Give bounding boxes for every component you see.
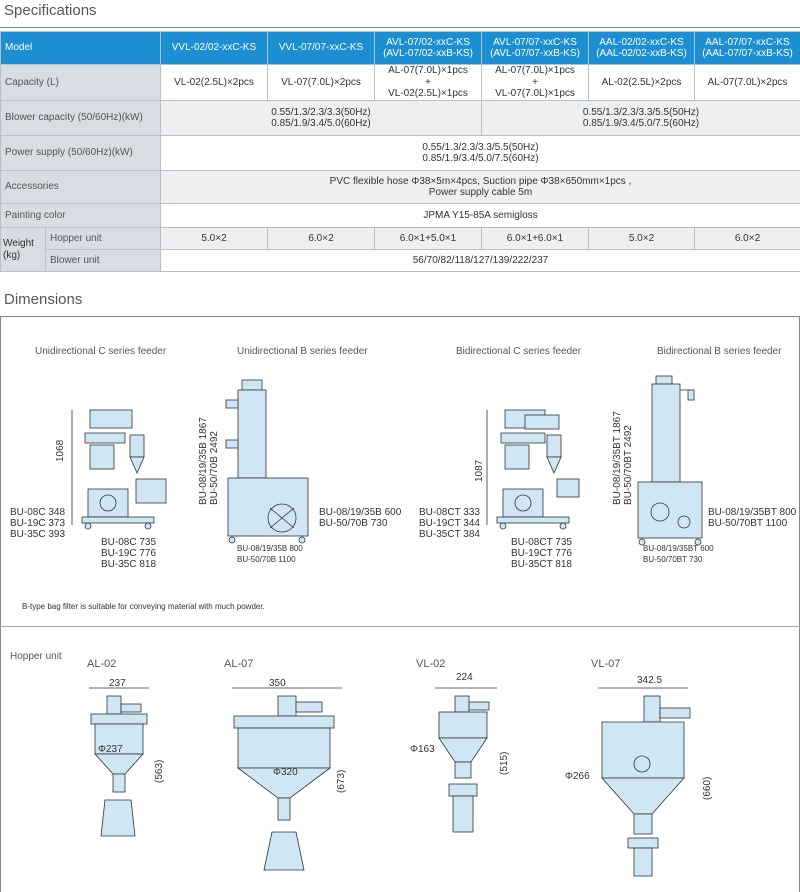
unidirectional-c-feeder-drawing — [60, 405, 190, 535]
vl-07-diameter: Φ266 — [565, 771, 590, 782]
painting-row — [1, 204, 800, 228]
uc-height: 1068 — [55, 439, 66, 462]
bb-right-dims: BU-08/19/35BT 800 BU-50/70BT 1100 — [708, 507, 797, 529]
painting-label: Painting color — [1, 204, 161, 228]
accessories-row — [1, 171, 800, 204]
hopper-weight-cell: 5.0×2 — [161, 228, 268, 250]
capacity-cell: VL-07(7.0L)×2pcs — [268, 65, 375, 101]
bb-bottom-dims: BU-08/19/35BT 600 BU-50/70BT 730 — [643, 544, 714, 564]
blower-cell-right: 0.55/1.3/2.3/3.3/5.5(50Hz) 0.85/1.9/3.4/5.0/7.5(60Hz) — [482, 101, 800, 136]
al-02-diameter: Φ237 — [98, 744, 123, 755]
hopper-unit-label: Hopper unit — [46, 228, 161, 250]
model-cell: AVL-07/07-xxC-KS (AVL-07/07-xxB-KS) — [482, 32, 589, 65]
capacity-cell: AL-07(7.0L)×1pcs + VL-02(2.5L)×1pcs — [375, 65, 482, 101]
hopper-weight-cell: 6.0×1+5.0×1 — [375, 228, 482, 250]
bb-height: BU-08/19/35BT 1867 BU-50/70BT 2492 — [612, 411, 634, 505]
vl-02-width: 224 — [456, 672, 473, 683]
model-label: Model — [1, 32, 161, 65]
al-02-hopper-drawing — [85, 688, 165, 838]
dimensions-title: Dimensions — [4, 291, 83, 308]
power-cell: 0.55/1.3/2.3/3.3/5.5(50Hz) 0.85/1.9/3.4/5.0/7.5(60Hz) — [161, 136, 800, 171]
accessories-label: Accessories — [1, 171, 161, 204]
caption-bidirectional-b: Bidirectional B series feeder — [657, 346, 782, 357]
weight-label: Weight (kg) — [1, 228, 46, 272]
vl-02-height: (515) — [499, 751, 510, 775]
hopper-weight-cell: 6.0×2 — [268, 228, 375, 250]
capacity-cell: AL-07(7.0L)×2pcs — [695, 65, 800, 101]
caption-bidirectional-c: Bidirectional C series feeder — [456, 346, 582, 357]
ub-height: BU-08/19/35B 1867 BU-50/70B 2492 — [198, 417, 220, 505]
vl-07-width: 342.5 — [637, 675, 663, 686]
model-cell: AAL-07/07-xxC-KS (AAL-07/07-xxB-KS) — [695, 32, 800, 65]
unidirectional-b-feeder-drawing — [222, 370, 322, 545]
hopper-name: AL-02 — [87, 658, 117, 670]
weight-hopper-row — [1, 228, 800, 250]
capacity-cell: VL-02(2.5L)×2pcs — [161, 65, 268, 101]
blower-label: Blower capacity (50/60Hz)(kW) — [1, 101, 161, 136]
bc-left-dims: BU-08CT 333 BU-19CT 344 BU-35CT 384 — [419, 507, 480, 540]
vl-02-hopper-drawing — [435, 688, 505, 838]
model-cell: VVL-07/07-xxC-KS — [268, 32, 375, 65]
divider — [0, 27, 800, 28]
al-07-hopper-drawing — [232, 688, 342, 870]
al-07-width: 350 — [269, 678, 286, 689]
spec-table — [0, 31, 800, 272]
capacity-cell: AL-02(2.5L)×2pcs — [589, 65, 695, 101]
table-header-row — [1, 32, 800, 65]
hopper-name: AL-07 — [224, 658, 254, 670]
blower-weight-cell: 56/70/82/118/127/139/222/237 — [161, 250, 800, 272]
al-07-height: (673) — [336, 769, 347, 793]
al-07-diameter: Φ320 — [273, 767, 298, 778]
ub-right-dims: BU-08/19/35B 600 BU-50/70B 730 — [319, 507, 402, 529]
power-label: Power supply (50/60Hz)(kW) — [1, 136, 161, 171]
blower-cell-left: 0.55/1.3/2.3/3.3(50Hz) 0.85/1.9/3.4/5.0(60Hz) — [161, 101, 482, 136]
divider — [0, 626, 800, 627]
bidirectional-b-feeder-drawing — [630, 372, 710, 547]
model-cell: VVL-02/02-xxC-KS — [161, 32, 268, 65]
hopper-unit-title: Hopper unit — [10, 651, 62, 662]
accessories-cell: PVC flexible hose Φ38×5m×4pcs, Suction pipe Φ38×650mm×1pcs , Power supply cable 5m — [161, 171, 800, 204]
model-cell: AAL-02/02-xxC-KS (AAL-02/02-xxB-KS) — [589, 32, 695, 65]
bc-height: 1087 — [474, 459, 485, 482]
uc-bottom-dims: BU-08C 735 BU-19C 776 BU-35C 818 — [101, 537, 157, 570]
ub-bottom-dims: BU-08/19/35B 800 BU-50/70B 1100 — [237, 544, 303, 564]
capacity-row — [1, 65, 800, 101]
blower-unit-label: Blower unit — [46, 250, 161, 272]
hopper-weight-cell: 6.0×2 — [695, 228, 800, 250]
specifications-title: Specifications — [4, 2, 97, 19]
bag-filter-note: B-type bag filter is suitable for conveying material with much powder. — [22, 602, 265, 611]
caption-unidirectional-c: Unidirectional C series feeder — [35, 346, 167, 357]
blower-row — [1, 101, 800, 136]
model-cell: AVL-07/02-xxC-KS (AVL-07/02-xxB-KS) — [375, 32, 482, 65]
bidirectional-c-feeder-drawing — [485, 405, 600, 535]
hopper-weight-cell: 6.0×1+6.0×1 — [482, 228, 589, 250]
hopper-name: VL-02 — [416, 658, 446, 670]
uc-left-dims: BU-08C 348 BU-19C 373 BU-35C 393 — [10, 507, 66, 540]
vl-07-hopper-drawing — [598, 688, 708, 878]
caption-unidirectional-b: Unidirectional B series feeder — [237, 346, 368, 357]
weight-blower-row — [1, 250, 800, 272]
bc-bottom-dims: BU-08CT 735 BU-19CT 776 BU-35CT 818 — [511, 537, 572, 570]
painting-cell: JPMA Y15-85A semigloss — [161, 204, 800, 228]
al-02-height: (563) — [154, 759, 165, 783]
hopper-name: VL-07 — [591, 658, 621, 670]
vl-02-diameter: Φ163 — [410, 744, 435, 755]
capacity-label: Capacity (L) — [1, 65, 161, 101]
vl-07-height: (660) — [702, 776, 713, 800]
capacity-cell: AL-07(7.0L)×1pcs + VL-07(7.0L)×1pcs — [482, 65, 589, 101]
power-row — [1, 136, 800, 171]
al-02-width: 237 — [109, 678, 126, 689]
hopper-weight-cell: 5.0×2 — [589, 228, 695, 250]
